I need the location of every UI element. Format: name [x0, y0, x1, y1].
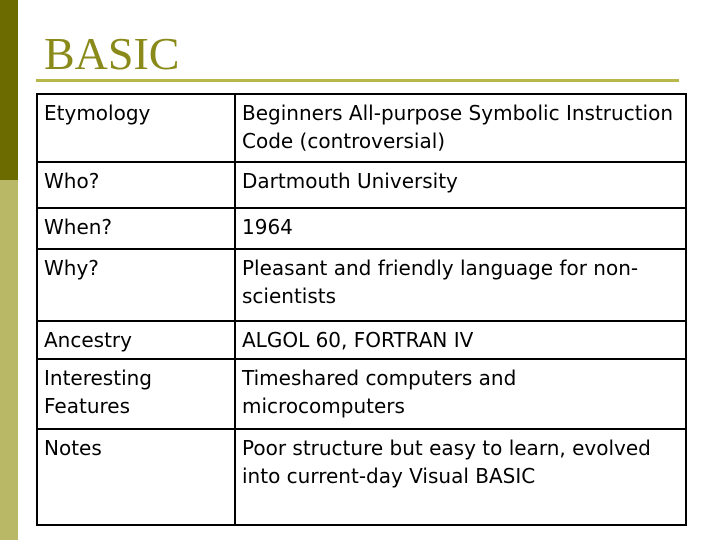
table-row	[37, 429, 686, 525]
info-table	[36, 93, 687, 526]
title-underline	[36, 79, 679, 82]
row-label: Notes	[37, 429, 235, 525]
row-label: Why?	[37, 249, 235, 321]
row-label: When?	[37, 208, 235, 249]
row-value: Timeshared computers and microcomputers	[235, 359, 686, 429]
row-value: Beginners All-purpose Symbolic Instruction Code (controversial)	[235, 94, 686, 162]
slide-title: BASIC	[44, 28, 180, 79]
table-row	[37, 208, 686, 249]
table-row	[37, 249, 686, 321]
table-row	[37, 359, 686, 429]
table-row	[37, 321, 686, 359]
row-label: Etymology	[37, 94, 235, 162]
row-value: Dartmouth University	[235, 162, 686, 208]
row-value: Pleasant and friendly language for non-scientists	[235, 249, 686, 321]
left-accent-bar-top	[0, 0, 18, 180]
row-value: Poor structure but easy to learn, evolved into current-day Visual BASIC	[235, 429, 686, 525]
row-label: Ancestry	[37, 321, 235, 359]
row-label: Who?	[37, 162, 235, 208]
table-row	[37, 162, 686, 208]
row-value: 1964	[235, 208, 686, 249]
row-value: ALGOL 60, FORTRAN IV	[235, 321, 686, 359]
table-row	[37, 94, 686, 162]
row-label: Interesting Features	[37, 359, 235, 429]
left-accent-bar-bottom	[0, 180, 18, 540]
